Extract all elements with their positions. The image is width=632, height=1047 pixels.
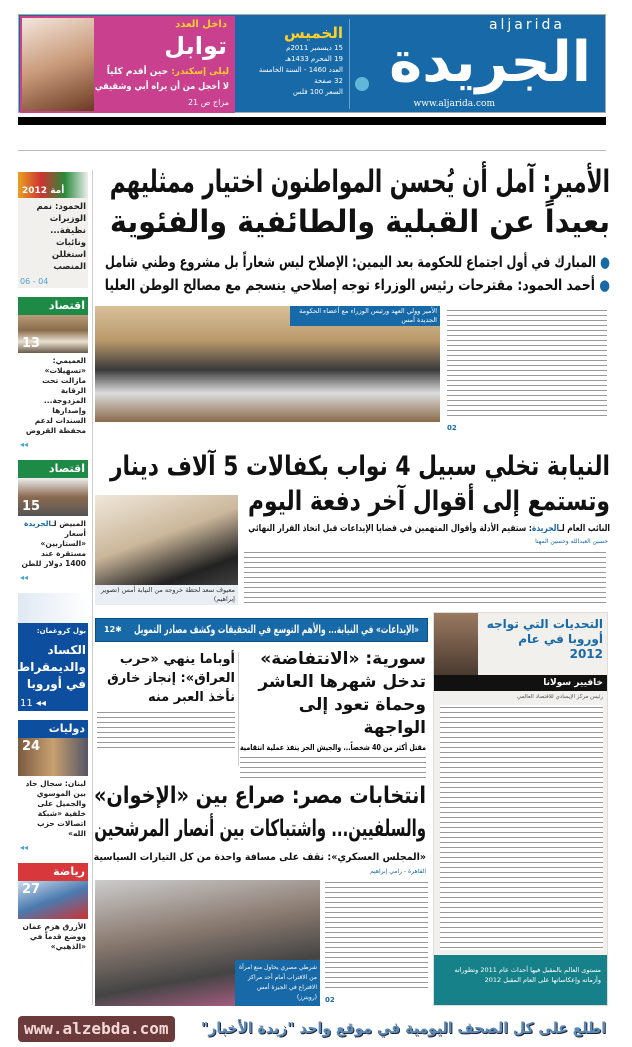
story2-photo (95, 495, 238, 605)
photo-caption: معيوف سعد لحظة خروجه من النيابة أمس (تصوير إبراهيم) (95, 585, 238, 605)
bullet-icon: ● (594, 276, 610, 294)
obama-body (97, 710, 235, 750)
story2-subhead (248, 523, 610, 535)
bullet-icon: ● (596, 253, 610, 271)
egypt-headline-line1[interactable]: انتخابات مصر: صراع بين «الإخوان» (93, 783, 426, 809)
sidebar-header: رياضة (18, 863, 88, 881)
lead-body-text (447, 308, 607, 418)
page-number: 27 (22, 882, 41, 897)
page-number: 15 (22, 499, 41, 514)
subhead-2: أحمد الحمود: مقترحات رئيس الوزراء توجه إصلاحي ينسجم مع مصالح الوطن العليا (104, 276, 595, 294)
sidebar (6, 172, 88, 955)
sidebar-text (18, 516, 88, 572)
issue-number: العدد 1460 - السنة الخامسة (258, 66, 343, 74)
sidebar-item-international[interactable] (18, 720, 88, 854)
brand: الجريدة (531, 524, 560, 534)
page-number: 24 (22, 739, 41, 754)
page-ref: ✱12 (104, 625, 122, 634)
story2-body-text (244, 550, 606, 606)
obama-story (97, 650, 235, 750)
lead-photo (95, 306, 440, 422)
sidebar-item-economy-1[interactable] (18, 297, 88, 451)
lead-headline-line2[interactable]: بعيداً عن القبلية والطائفية والفئوية (109, 204, 610, 240)
pen-illustration (18, 593, 88, 623)
promo-quote: حين أقدم كلياً (106, 67, 169, 77)
masthead (18, 14, 606, 113)
sidebar-text: لبنان: سجال حاد بين الموسوي والجميل على خلفية «شبكة اتصالات حزب الله» (25, 779, 86, 838)
kuwait-flag-image (18, 172, 88, 198)
author: بول كروغمان: (36, 627, 86, 635)
obama-headline[interactable]: أوباما ينهي «حرب العراق»: إنجاز خارق نأخذ العبر منه (107, 652, 235, 705)
more-arrow-icon[interactable]: ◂◂ (20, 440, 29, 449)
promo-ref: مزاج ص 21 (187, 98, 229, 107)
more-arrow-icon[interactable]: ◂◂ (20, 573, 29, 582)
promo-section: توابل (164, 32, 227, 60)
sidebar-header: اقتصاد (18, 460, 88, 478)
sidebar-photo (18, 881, 88, 919)
sidebar-header: دوليات (18, 720, 88, 738)
page-ref: 04 - 06 (20, 277, 49, 286)
sidebar-item-economy-2[interactable] (18, 460, 88, 584)
photo-caption: شرطي مصري يحاول منع امرأة من الاقتراب أمام أحد مراكز الاقتراع في الجيزة أمس (رويترز) (235, 960, 320, 1006)
egypt-headline-line2[interactable]: والسلفيين... واشتباكات بين أنصار المرشحين (94, 816, 427, 842)
day: الخميس (284, 24, 343, 42)
sidebar-item-krugman[interactable] (6, 593, 88, 711)
syria-body (240, 755, 426, 781)
sidebar-text: الأزرق هزم عمان ووضع قدماً في «الذهبي» (22, 922, 86, 951)
page-ref[interactable]: 02 (325, 996, 335, 1004)
opinion-footer: مستوى العالم بالمقبل فيها أحداث عام 2011 وتطوراته وأزماته وإعكاساتها على العام المقبل 2012 (434, 955, 607, 1005)
syria-headline[interactable]: سورية: «الانتفاضة» تدخل شهرها العاشر وحماة تعود إلى الواجهة (258, 649, 426, 738)
sidebar-rule (92, 170, 93, 1005)
syria-story (240, 648, 426, 781)
logo-dot (355, 77, 369, 91)
promo-photo (22, 18, 94, 111)
opinion-body (440, 705, 603, 950)
page-count: 32 صفحة (314, 77, 343, 85)
opinion-title: التحديات التي تواجه أوروبا في عام 2012 (486, 617, 603, 661)
sidebar-item-sports[interactable] (18, 863, 88, 955)
page-number: 13 (22, 336, 41, 351)
sub-text: : ستقيم الأدلة وأقوال المتهمين في قضايا الإيداعات قبل اتخاذ القرار النهائي (248, 524, 532, 534)
story2-headline-line2[interactable]: وتستمع إلى أقوال آخر دفعة اليوم (247, 486, 610, 517)
sidebar-text: العميمي: «تسهيلات» مازالت تحت الرقابة المزدوجة... وإصدارها السندات لدعم محفظة القروض (25, 356, 86, 435)
author-photo (434, 613, 478, 675)
page-number: ◂◂ 11 (20, 698, 46, 709)
date-hijri: 19 المحرم 1433هـ (285, 55, 343, 63)
date-gregorian: 15 ديسمبر 2011م (286, 44, 343, 52)
page-number-value: 11 (20, 698, 33, 709)
footer-banner[interactable] (18, 1014, 606, 1044)
sidebar-header: أمة 2012 (22, 186, 65, 196)
subhead-1: المبارك في أول اجتماع للحكومة بعد اليمين: الإصلاح ليس شعاراً بل مشروع وطني شامل (105, 253, 597, 271)
promo-inside: داخل العدد (175, 19, 227, 30)
black-rule (18, 117, 606, 125)
text-prefix: المبيض لـ (51, 519, 86, 528)
byline: حسين العبدالله وحسين المهنا (535, 538, 608, 545)
lead-headline-line1[interactable]: الأمير: آمل أن يُحسن المواطنون اختيار ممثليهم (109, 164, 610, 200)
egypt-subhead: «المجلس العسكري»: نقف على مسافة واحدة من كل التيارات السياسية (93, 852, 426, 863)
author-name: خافيير سولانا (434, 675, 607, 691)
opinion-box[interactable] (433, 612, 608, 1006)
sidebar-text: الحمود: نمم الوزيرات نظيفة... ونائبات استغللن المنصب (36, 202, 86, 272)
promo-name: ليلى إسكندر: (171, 67, 229, 77)
story2-headline-line1[interactable]: النيابة تخلي سبيل 4 نواب بكفالات 5 آلاف دينار (109, 451, 610, 482)
more-arrow-icon[interactable]: ◂◂ (20, 843, 29, 852)
sidebar-photo (18, 478, 88, 516)
issue-info (259, 23, 343, 98)
newspaper-logo: الجريدة (389, 30, 591, 95)
byline: القاهرة - رامي إبراهيم (370, 868, 426, 875)
column-rule (238, 652, 239, 766)
sidebar-header: اقتصاد (18, 297, 88, 315)
lead-subhead-1 (105, 252, 610, 273)
banner-text: «الإيداعات» في النيابة... والأهم التوسع في التحقيقات وكشف مصادر التمويل (134, 623, 419, 636)
footer-promo-text: اطلع على كل الصحف اليومية في موقع واحد "زبدة الأخبار" (201, 1019, 606, 1037)
divider (349, 19, 350, 109)
page-number: 12 (104, 625, 116, 634)
syria-subhead: مقتل أكثر من 40 شخصاً... والجيش الحر ينفذ عملية انتقامية (239, 743, 426, 752)
promo-box[interactable] (20, 16, 235, 113)
price: السعر 100 فلس (293, 88, 343, 96)
banner-link[interactable] (95, 618, 428, 642)
sidebar-item-2012[interactable] (18, 172, 88, 288)
promo-line1 (95, 66, 229, 78)
sidebar-photo (18, 738, 88, 776)
logo-latin: aljarida (488, 17, 565, 33)
brand: الجريدة (23, 519, 52, 528)
website-url[interactable]: www.aljarida.com (413, 99, 495, 109)
footer-site-link[interactable]: www.alzebda.com (18, 1016, 175, 1042)
lead-subhead-2 (104, 275, 610, 296)
sidebar-photo (18, 315, 88, 353)
egypt-body (325, 880, 428, 992)
text-body: أسعار «الستاربين» مستقرة عند 1400 دولار للطن (21, 529, 86, 568)
page-ref[interactable]: 02 (447, 424, 457, 432)
sub-prefix: النائب العام لـ (559, 524, 610, 534)
gray-rule (18, 150, 606, 151)
author-role: رئيس مركز الإيسادي للاقتصاد العالمي (516, 694, 603, 700)
promo-line2: لا أخجل من أن يراه أبي وشقيقي (94, 82, 229, 92)
sidebar-text: الكساد والديمقراطية في أوروبا (6, 643, 86, 691)
egypt-photo (95, 880, 320, 1006)
photo-caption: الأمير وولي العهد ورئيس الوزراء مع أعضاء الحكومة الجديدة أمس (290, 306, 440, 326)
